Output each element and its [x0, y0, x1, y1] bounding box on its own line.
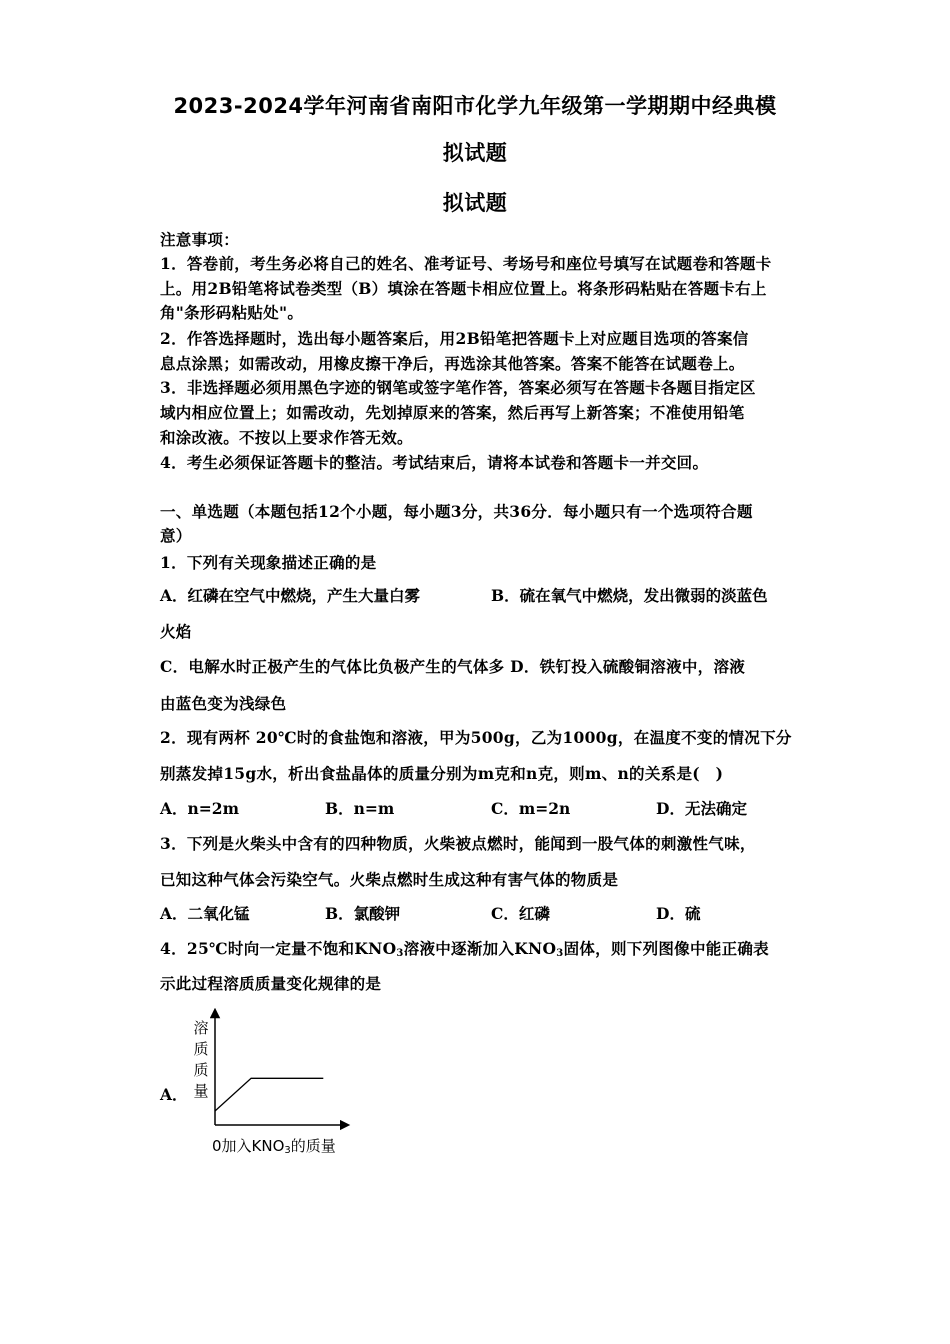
q4-option-a-label: A． — [160, 1085, 188, 1104]
q3-option-d: D．硫 — [656, 904, 701, 923]
q1-options-c-d: C．电解水时正极产生的气体比负极产生的气体多 D．铁钉投入硫酸铜溶液中，溶液 — [160, 657, 746, 676]
notice-heading: 注意事项： — [160, 230, 240, 249]
notice-line: 角"条形码粘贴处"。 — [160, 303, 304, 322]
title-line-2: 拟试题 — [442, 141, 508, 165]
y-axis-label — [191, 1018, 211, 1102]
notice-line: 域内相应位置上；如需改动，先划掉原来的答案，然后再写上新答案；不准使用铅笔 — [160, 403, 745, 422]
q4-subscript: 3 — [396, 948, 404, 959]
notice-line: 4．考生必须保证答题卡的整洁。考试结束后，请将本试卷和答题卡一并交回。 — [160, 453, 709, 472]
q3-stem-line-1: 3．下列是火柴头中含有的四种物质，火柴被点燃时，能闻到一股气体的刺激性气味， — [160, 834, 756, 853]
notice-line: 1．答卷前，考生务必将自己的姓名、准考证号、考场号和座位号填写在试题卷和答题卡 — [160, 254, 772, 273]
notice-line: 2．作答选择题时，选出每小题答案后，用2B铅笔把答题卡上对应题目选项的答案信 — [160, 329, 749, 348]
x-axis-label-text: 加入KNO — [221, 1137, 285, 1155]
q1-option-d-continued: 由蓝色变为浅绿色 — [160, 694, 287, 713]
section-line-1: 一、单选题（本题包括12个小题，每小题3分，共36分．每小题只有一个选项符合题 — [160, 502, 753, 521]
q1-option-b: B．硫在氧气中燃烧，发出微弱的淡蓝色 — [491, 586, 768, 605]
q2-stem-line-1: 2．现有两杯 20℃时的食盐饱和溶液，甲为500g，乙为1000g，在温度不变的情况下分 — [160, 728, 792, 747]
title-line-3: 拟试题 — [442, 191, 508, 215]
q4-stem-line-2: 示此过程溶质质量变化规律的是 — [160, 974, 382, 993]
q4-stem-line-1 — [160, 937, 800, 959]
notice-line: 3．非选择题必须用黑色字迹的钢笔或签字笔作答，答案必须写在答题卡各题目指定区 — [160, 378, 756, 397]
q2-stem-line-2: 别蒸发掉15g水，析出食盐晶体的质量分别为m克和n克，则m、n的关系是( ) — [160, 764, 724, 783]
y-axis-label-char: 质 — [193, 1040, 209, 1058]
q3-option-a: A．二氧化锰 — [160, 904, 250, 923]
q2-option-c: C．m=2n — [491, 799, 571, 818]
q4-stem-part: 4．25℃时向一定量不饱和KNO — [160, 939, 397, 958]
q1-option-b-continued: 火焰 — [160, 622, 192, 641]
x-axis-label-text: 的质量 — [290, 1137, 336, 1155]
x-axis-label-subscript: 3 — [284, 1145, 291, 1156]
y-axis-label-char: 溶 — [193, 1019, 209, 1037]
q1-option-a: A．红磷在空气中燃烧，产生大量白雾 — [160, 586, 421, 605]
x-axis-label — [212, 1135, 336, 1156]
q3-stem-line-2: 已知这种气体会污染空气。火柴点燃时生成这种有害气体的物质是 — [160, 870, 619, 889]
y-axis-label-char: 量 — [193, 1082, 209, 1100]
q4-stem-part: 固体，则下列图像中能正确表 — [563, 939, 769, 958]
title-line-1: 2023-2024学年河南省南阳市化学九年级第一学期期中经典模 — [173, 94, 777, 118]
q2-option-d: D．无法确定 — [656, 799, 747, 818]
q2-option-b: B．n=m — [325, 799, 395, 818]
notice-line: 上。用2B铅笔将试卷类型（B）填涂在答题卡相应位置上。将条形码粘贴在答题卡右上 — [160, 279, 767, 298]
notice-line: 息点涂黑；如需改动，用橡皮擦干净后，再选涂其他答案。答案不能答在试题卷上。 — [160, 354, 745, 373]
q4-subscript: 3 — [556, 948, 564, 959]
q4-stem-part: 溶液中逐渐加入KNO — [403, 939, 557, 958]
section-line-2: 意） — [160, 526, 192, 545]
q3-option-c: C．红磷 — [491, 904, 550, 923]
q3-option-b: B．氯酸钾 — [325, 904, 401, 923]
q2-option-a: A．n=2m — [160, 799, 239, 818]
y-axis-label-char: 质 — [193, 1061, 209, 1079]
series-line — [215, 1078, 323, 1111]
x-axis-origin-label: 0 — [212, 1137, 222, 1155]
q1-stem: 1．下列有关现象描述正确的是 — [160, 553, 377, 572]
notice-line: 和涂改液。不按以上要求作答无效。 — [160, 428, 413, 447]
